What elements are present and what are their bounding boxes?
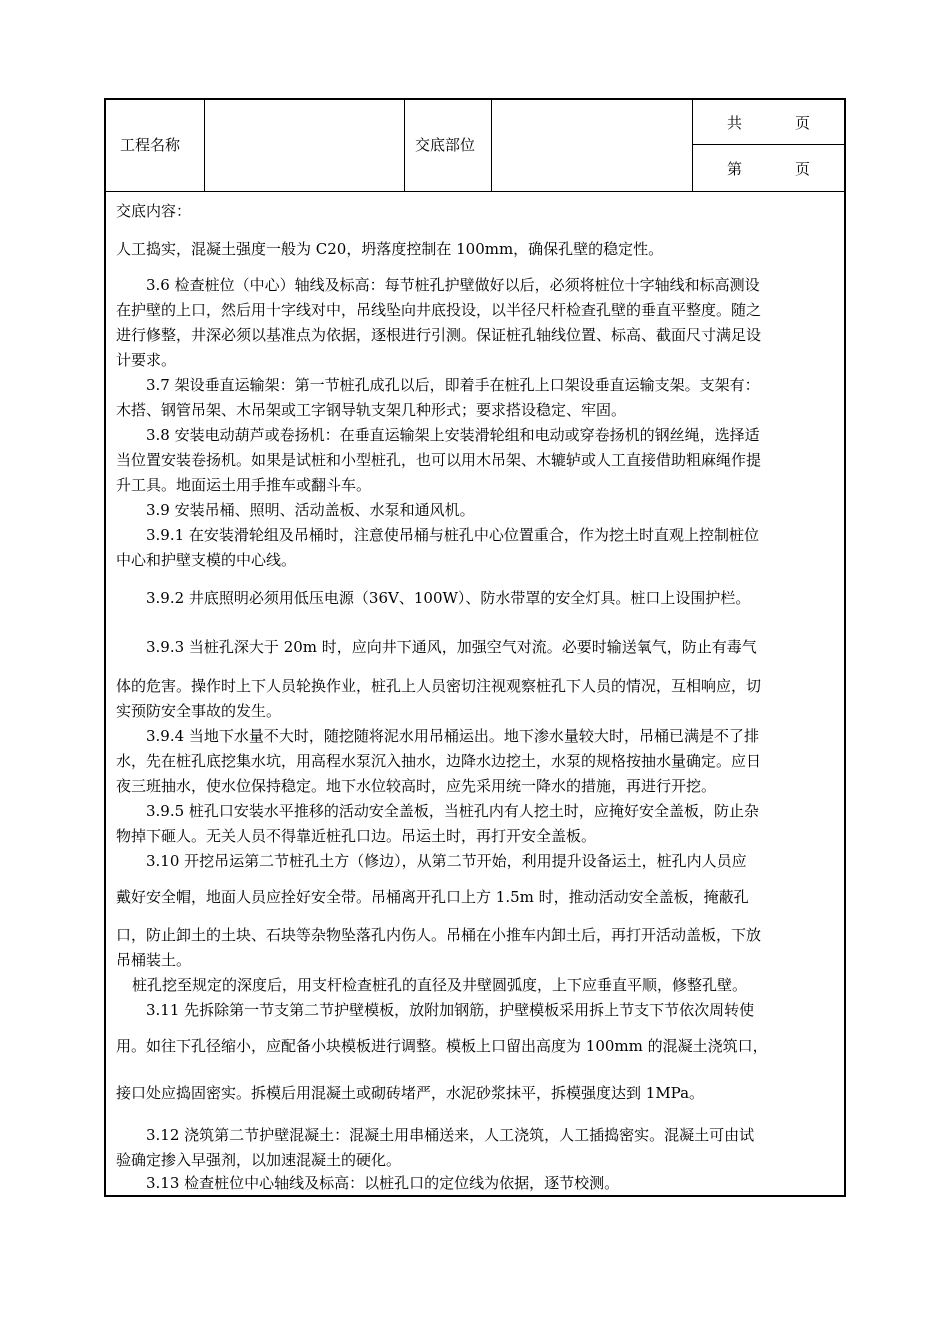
project-name-label: 工程名称 — [120, 136, 181, 154]
body-line: 3.9.1 在安装滑轮组及吊桶时，注意使吊桶与桩孔中心位置重合，作为挖土时直观上控制桩位 — [146, 526, 759, 544]
body-line: 用。如往下孔径缩小，应配备小块模板进行调整。模板上口留出高度为 100mm 的混凝土浇筑口， — [116, 1037, 768, 1055]
body-line: 戴好安全帽，地面人员应拴好安全带。吊桶离开孔口上方 1.5m 时，推动活动安全盖板，掩蔽孔 — [116, 888, 749, 906]
body-line: 3.9.5 桩孔口安装水平推移的活动安全盖板，当桩孔内有人挖土时，应掩好安全盖板，防止杂 — [146, 802, 759, 820]
body-line: 3.8 安装电动葫芦或卷扬机：在垂直运输架上安装滑轮组和电动或穿卷扬机的钢丝绳，选择适 — [146, 426, 760, 444]
content-label: 交底内容： — [116, 202, 192, 220]
total-pages-right: 页 — [795, 114, 811, 132]
body-line: 3.11 先拆除第一节支第二节护壁模板，放附加钢筋，护壁模板采用拆上节支下节依次周转使 — [146, 1001, 755, 1019]
body-line: 夜三班抽水，使水位保持稳定。地下水位较高时，应先采用统一降水的措施，再进行开挖。 — [116, 777, 717, 795]
body-line: 水，先在桩孔底挖集水坑，用高程水泵沉入抽水，边降水边挖土，水泵的规格按抽水量确定。应日 — [116, 752, 762, 770]
body-line: 升工具。地面运土用手推车或翻斗车。 — [116, 476, 372, 494]
body-line: 木搭、钢管吊架、木吊架或工字钢导轨支架几种形式；要求搭设稳定、牢固。 — [116, 401, 627, 419]
body-line: 进行修整，井深必须以基准点为依据，逐根进行引测。保证桩孔轴线位置、标高、截面尺寸满足设 — [116, 326, 762, 344]
body-line: 桩孔挖至规定的深度后，用支杆检查桩孔的直径及井壁圆弧度，上下应垂直平顺，修整孔壁。 — [132, 976, 748, 994]
handover-part-label: 交底部位 — [415, 136, 476, 154]
page-number-right: 页 — [795, 160, 811, 178]
body-line: 体的危害。操作时上下人员轮换作业，桩孔上人员密切注视观察桩孔下人员的情况，互相响应，切 — [116, 677, 762, 695]
body-line: 口，防止卸土的土块、石块等杂物坠落孔内伤人。吊桶在小推车内卸土后，再打开活动盖板，下放 — [116, 926, 762, 944]
body-line: 3.9 安装吊桶、照明、活动盖板、水泵和通风机。 — [146, 501, 475, 519]
header-bottom-border — [105, 191, 845, 192]
body-line: 3.9.4 当地下水量不大时，随挖随将泥水用吊桶运出。地下渗水量较大时，吊桶已满是不了排 — [146, 727, 759, 745]
body-line: 物掉下砸人。无关人员不得靠近桩孔口边。吊运土时，再打开安全盖板。 — [116, 827, 597, 845]
body-line: 3.10 开挖吊运第二节桩孔土方（修边），从第二节开始，利用提升设备运土，桩孔内人员应 — [146, 852, 747, 870]
body-line: 计要求。 — [116, 351, 177, 369]
body-line: 3.7 架设垂直运输架：第一节桩孔成孔以后，即着手在桩孔上口架设垂直运输支架。支架有： — [146, 376, 760, 394]
body-line: 实预防安全事故的发生。 — [116, 702, 282, 720]
body-line: 验确定掺入早强剂，以加速混凝土的硬化。 — [116, 1151, 402, 1169]
header-divider — [491, 99, 492, 192]
body-line: 3.6 检查桩位（中心）轴线及标高：每节桩孔护壁做好以后，必须将桩位十字轴线和标高测设 — [146, 276, 760, 294]
header-divider — [692, 99, 693, 192]
body-line: 中心和护壁支模的中心线。 — [116, 551, 297, 569]
total-pages-left: 共 — [727, 114, 743, 132]
page-number-left: 第 — [727, 160, 743, 178]
body-line: 接口处应捣固密实。拆模后用混凝土或砌砖堵严，水泥砂浆抹平，拆模强度达到 1MPa。 — [116, 1084, 705, 1102]
body-line: 人工捣实，混凝土强度一般为 C20，坍落度控制在 100mm，确保孔壁的稳定性。 — [116, 240, 664, 258]
body-line: 3.9.2 井底照明必须用低压电源（36V、100W）、防水带罩的安全灯具。桩口上设围护栏。 — [146, 589, 751, 607]
body-line: 当位置安装卷扬机。如果是试桩和小型桩孔，也可以用木吊架、木辘轳或人工直接借助粗麻绳作提 — [116, 451, 762, 469]
body-line: 3.13 检查桩位中心轴线及标高：以桩孔口的定位线为依据，逐节校测。 — [146, 1174, 620, 1192]
header-divider — [404, 99, 405, 192]
body-line: 3.12 浇筑第二节护壁混凝土：混凝土用串桶送来，人工浇筑，人工插捣密实。混凝土可由试 — [146, 1126, 755, 1144]
body-line: 3.9.3 当桩孔深大于 20m 时，应向井下通风，加强空气对流。必要时输送氧气，防止有毒气 — [146, 638, 757, 656]
body-line: 吊桶装土。 — [116, 951, 192, 969]
header-divider — [692, 144, 845, 145]
header-divider — [204, 99, 205, 192]
body-line: 在护壁的上口，然后用十字线对中，吊线坠向井底投设，以半径尺杆检查孔壁的垂直平整度。随之 — [116, 301, 762, 319]
